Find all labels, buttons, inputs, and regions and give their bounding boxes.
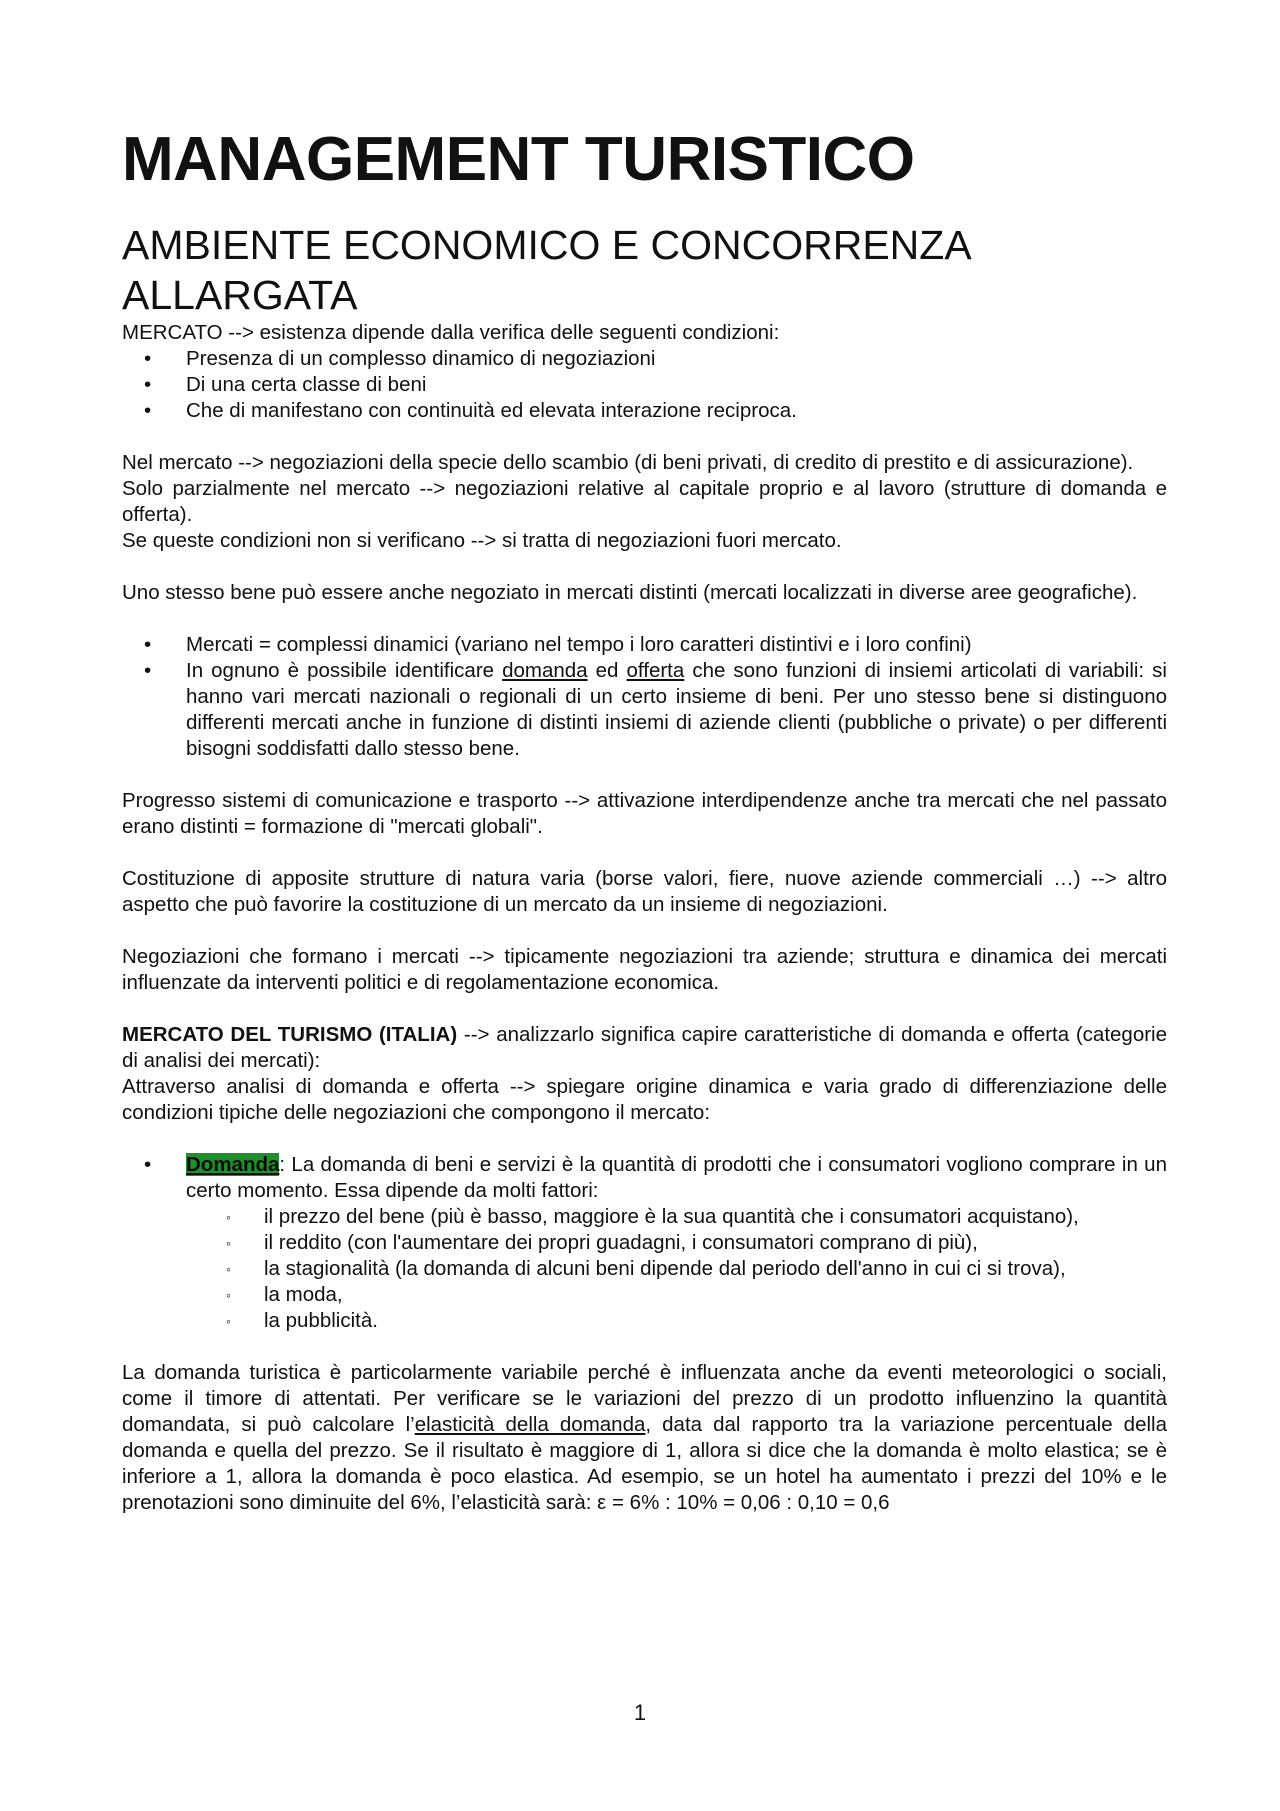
bullet-icon: • xyxy=(144,659,152,682)
elasticita-link: elasticità della domanda xyxy=(414,1413,646,1436)
list-item: ◦ la stagionalità (la domanda di alcuni beni dipende dal periodo dell'anno in cui ci si trova), xyxy=(226,1257,1066,1280)
circle-bullet-icon: ◦ xyxy=(226,1261,231,1277)
paragraph: Attraverso analisi di domanda e offerta --> spiegare origine dinamica e varia grado di differenziazione delle condizioni tipiche delle negoziazioni che compongono il mercato: xyxy=(122,1075,1167,1124)
markets-list xyxy=(122,632,1167,762)
list-item: • Di una certa classe di beni xyxy=(144,373,427,396)
bullet-icon: • xyxy=(144,373,152,396)
bullet-icon: • xyxy=(144,347,152,370)
paragraph: Costituzione di apposite strutture di natura varia (borse valori, fiere, nuove aziende commerciali …) --> altro aspetto che può favorire la costituzione di un mercato da un insieme di negoziazioni. xyxy=(122,867,1167,916)
paragraph: Nel mercato --> negoziazioni della specie dello scambio (di beni privati, di credito di prestito e di assicurazione). xyxy=(122,451,1134,474)
domanda-link: domanda xyxy=(502,659,588,682)
factors-list xyxy=(186,1204,1167,1334)
list-item: ◦ il prezzo del bene (più è basso, maggiore è la sua quantità che i consumatori acquistano), xyxy=(226,1205,1079,1228)
list-item: • In ognuno è possibile identificare domanda ed offerta che sono funzioni di insiemi articolati di variabili: si hanno vari mercati nazionali o regionali di un certo insieme di beni. Per uno stesso bene si distinguono differenti mercati anche in funzione di distinti insiemi di aziende clienti (pubbliche o private) o per differenti bisogni soddisfatti dallo stesso bene. xyxy=(144,659,1167,760)
list-item: • Domanda: La domanda di beni e servizi è la quantità di prodotti che i consumatori vogliono comprare in un certo momento. Essa dipende da molti fattori: ◦ il prezzo del bene (più è basso, maggiore è la sua quantità che i consumatori acquistano), ◦ il reddito (con l'aumentare dei propri guadagni, i consumatori comprano di più), ◦ la stagionalità (la domanda di alcuni beni dipende dal periodo dell'anno in cui ci si trova), ◦ la moda, ◦ la pubblicità. xyxy=(144,1153,1167,1332)
paragraph: La domanda turistica è particolarmente variabile perché è influenzata anche da eventi meteorologici o sociali, come il timore di attentati. Per verificare se le variazioni del prezzo di un prodotto influenzino la quantità domandata, si può calcolare l’elasticità della domanda, data dal rapporto tra la variazione percentuale della domanda e quella del prezzo. Se il risultato è maggiore di 1, allora si dice che la domanda è molto elastica; se è inferiore a 1, allora la domanda è poco elastica. Ad esempio, se un hotel ha aumentato i prezzi del 10% e le prenotazioni sono diminuite del 6%, l’elasticità sarà: ε = 6% : 10% = 0,06 : 0,10 = 0,6 xyxy=(122,1361,1167,1514)
list-item: ◦ il reddito (con l'aumentare dei propri guadagni, i consumatori comprano di più), xyxy=(226,1231,978,1254)
bullet-icon: • xyxy=(144,399,152,422)
bullet-icon: • xyxy=(144,1153,152,1176)
list-item: ◦ la moda, xyxy=(226,1283,343,1306)
page-number: 1 xyxy=(633,1700,647,1725)
bold-heading: MERCATO DEL TURISMO (ITALIA) xyxy=(122,1023,458,1046)
list-item: • Presenza di un complesso dinamico di negoziazioni xyxy=(144,347,656,370)
list-item: • Che di manifestano con continuità ed elevata interazione reciproca. xyxy=(144,399,797,422)
circle-bullet-icon: ◦ xyxy=(226,1313,231,1329)
document-title: MANAGEMENT TURISTICO xyxy=(122,125,915,194)
paragraph: Progresso sistemi di comunicazione e trasporto --> attivazione interdipendenze anche tra mercati che nel passato erano distinti = formazione di "mercati globali". xyxy=(122,789,1167,838)
conditions-list xyxy=(122,346,1167,424)
paragraph: MERCATO DEL TURISMO (ITALIA) --> analizzarlo significa capire caratteristiche di domanda e offerta (categorie di analisi dei mercati): xyxy=(122,1023,1168,1072)
bullet-icon: • xyxy=(144,633,152,656)
list-item: ◦ la pubblicità. xyxy=(226,1309,378,1332)
section-heading: AMBIENTE ECONOMICO E CONCORRENZA ALLARGATA xyxy=(122,222,970,318)
circle-bullet-icon: ◦ xyxy=(226,1235,231,1251)
paragraph: Solo parzialmente nel mercato --> negoziazioni relative al capitale proprio e al lavoro (strutture di domanda e offerta). xyxy=(122,477,1167,526)
paragraph: Uno stesso bene può essere anche negoziato in mercati distinti (mercati localizzati in diverse aree geografiche). xyxy=(122,581,1138,604)
document-page xyxy=(122,120,1167,1516)
list-item: • Mercati = complessi dinamici (variano nel tempo i loro caratteri distintivi e i loro confini) xyxy=(144,633,972,656)
paragraph: Negoziazioni che formano i mercati --> tipicamente negoziazioni tra aziende; struttura e dinamica dei mercati influenzate da interventi politici e di regolamentazione economica. xyxy=(122,945,1167,994)
circle-bullet-icon: ◦ xyxy=(226,1209,231,1225)
domanda-highlight: Domanda xyxy=(186,1153,280,1176)
intro-paragraph: MERCATO --> esistenza dipende dalla verifica delle seguenti condizioni: xyxy=(122,321,780,344)
domanda-list xyxy=(122,1152,1167,1334)
circle-bullet-icon: ◦ xyxy=(226,1287,231,1303)
paragraph: Se queste condizioni non si verificano --> si tratta di negoziazioni fuori mercato. xyxy=(122,529,842,552)
offerta-link: offerta xyxy=(626,659,685,682)
